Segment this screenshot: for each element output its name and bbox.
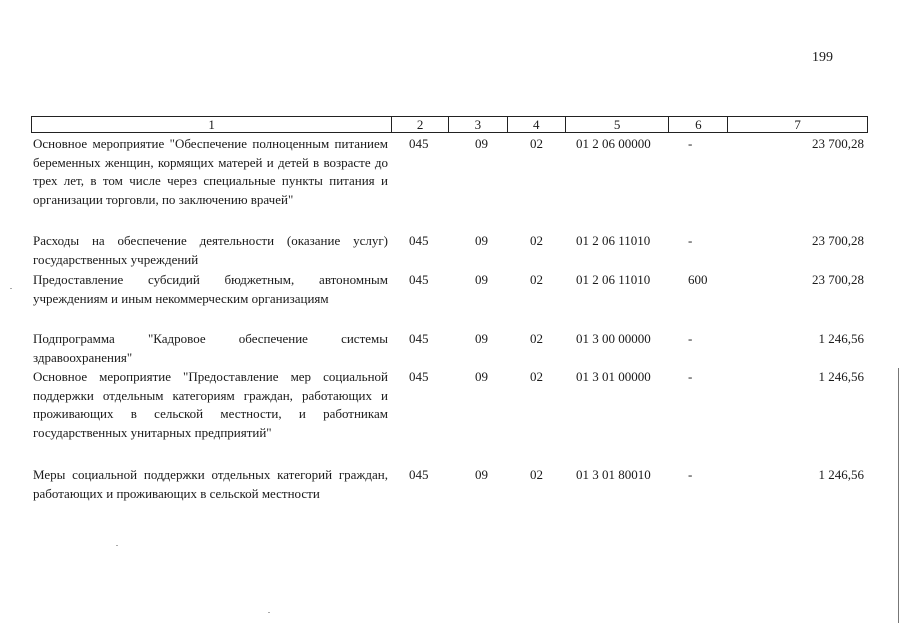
row-name: Подпрограмма "Кадровое обеспечение системы здравоохранения"	[33, 331, 388, 365]
scan-speck	[116, 545, 118, 546]
row-col-3: 09	[475, 467, 488, 482]
row-col-4: 02	[530, 369, 543, 384]
row-col-2: 045	[409, 467, 429, 482]
page-number: 199	[812, 50, 833, 65]
row-col-4: 02	[530, 136, 543, 151]
row-col-7: 1 246,56	[818, 467, 864, 482]
row-col-3: 09	[475, 369, 488, 384]
row-col-6: -	[688, 467, 693, 482]
row-name: Меры социальной поддержки отдельных категорий граждан, работающих и проживающих в сельской местности	[33, 467, 388, 501]
row-name: Расходы на обеспечение деятельности (оказание услуг) государственных учреждений	[33, 233, 388, 267]
row-col-6: -	[688, 136, 693, 151]
header-col-6: 6	[669, 117, 728, 132]
row-col-3: 09	[475, 136, 488, 151]
row-col-7: 23 700,28	[812, 272, 864, 287]
row-col-2: 045	[409, 272, 429, 287]
row-col-3: 09	[475, 272, 488, 287]
header-col-5: 5	[566, 117, 670, 132]
row-col-5: 01 3 01 80010	[576, 467, 651, 482]
scan-edge-line	[898, 368, 899, 623]
row-col-6: -	[688, 331, 693, 346]
header-col-3: 3	[449, 117, 508, 132]
row-name: Предоставление субсидий бюджетным, автономным учреждениям и иным некоммерческим организациям	[33, 272, 388, 306]
header-col-1: 1	[32, 117, 392, 132]
row-col-4: 02	[530, 272, 543, 287]
scan-speck	[268, 612, 270, 613]
row-col-6: 600	[688, 272, 708, 287]
row-col-5: 01 2 06 11010	[576, 233, 651, 248]
row-col-5: 01 2 06 00000	[576, 136, 651, 151]
row-col-3: 09	[475, 233, 488, 248]
row-col-7: 1 246,56	[818, 331, 864, 346]
header-col-7: 7	[794, 117, 801, 132]
scan-speck	[10, 288, 12, 289]
row-col-4: 02	[530, 233, 543, 248]
row-col-6: -	[688, 233, 693, 248]
row-col-7: 23 700,28	[812, 136, 864, 151]
row-name: Основное мероприятие "Обеспечение полноценным питанием беременных женщин, кормящих матерей и детей в возрасте до трех лет, в том числе через специальные пункты питания и организации торговли, по заключению врачей"	[33, 136, 388, 207]
row-col-2: 045	[409, 369, 429, 384]
row-col-5: 01 2 06 11010	[576, 272, 651, 287]
row-col-2: 045	[409, 136, 429, 151]
row-col-7: 1 246,56	[818, 369, 864, 384]
header-col-2: 2	[392, 117, 449, 132]
row-col-5: 01 3 01 00000	[576, 369, 651, 384]
row-col-4: 02	[530, 331, 543, 346]
row-col-4: 02	[530, 467, 543, 482]
row-col-2: 045	[409, 233, 429, 248]
row-col-7: 23 700,28	[812, 233, 864, 248]
row-col-5: 01 3 00 00000	[576, 331, 651, 346]
row-col-3: 09	[475, 331, 488, 346]
row-col-6: -	[688, 369, 693, 384]
row-col-2: 045	[409, 331, 429, 346]
row-name: Основное мероприятие "Предоставление мер социальной поддержки отдельным категориям граждан, работающих и проживающих в сельской местности, и работникам государственных унитарных предприятий"	[33, 369, 388, 440]
table-header	[31, 116, 868, 133]
header-col-4: 4	[508, 117, 566, 132]
